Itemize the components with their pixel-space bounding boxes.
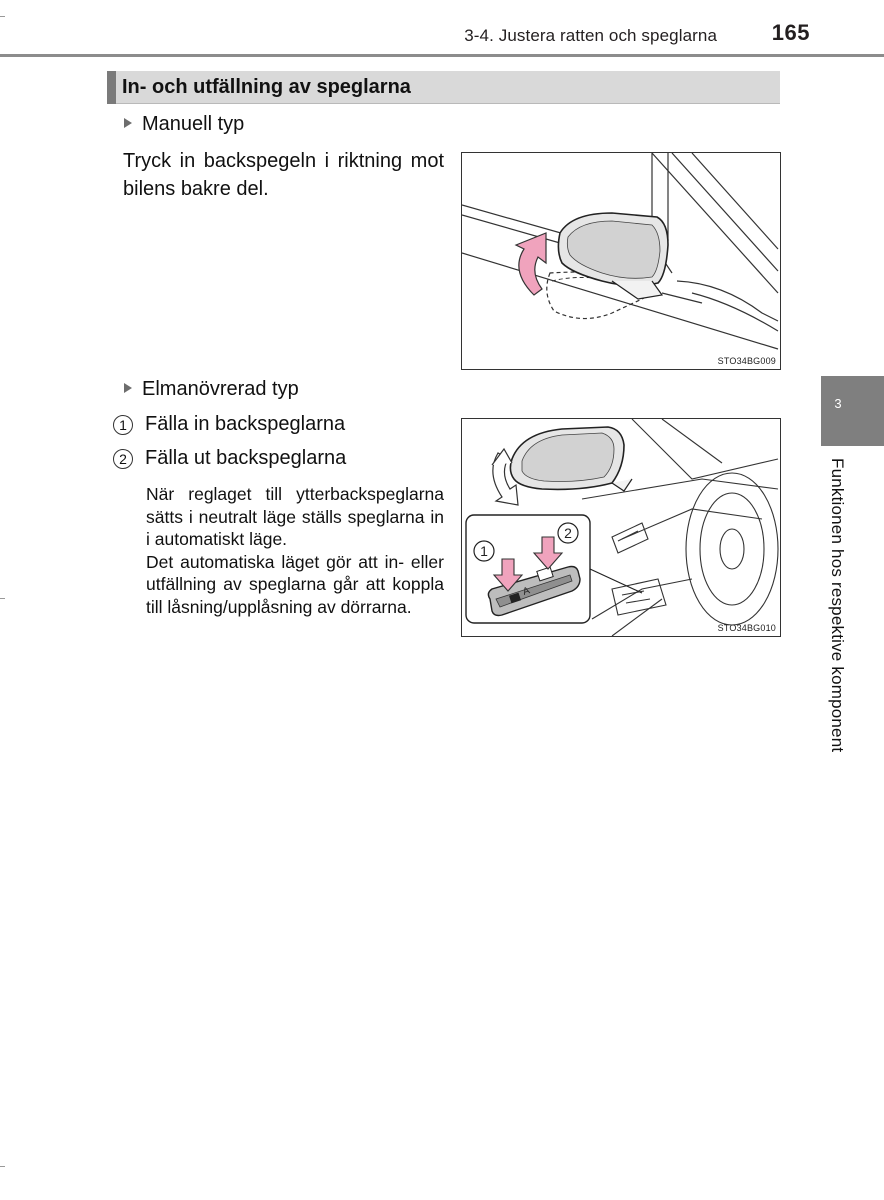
- triangle-bullet-icon: [124, 383, 132, 393]
- page-number: 165: [771, 20, 810, 45]
- callout-1: 1: [480, 543, 488, 559]
- section-title: In- och utfällning av speglarna: [122, 76, 411, 98]
- edge-mark: [0, 1166, 5, 1167]
- chapter-number: 3: [834, 396, 842, 411]
- header-rule: [0, 54, 884, 57]
- figure-code: STO34BG010: [717, 623, 776, 633]
- manual-type-label: Manuell typ: [142, 113, 245, 135]
- note-paragraph: Det automatiska läget gör att in- eller utfällning av speglarna går att koppla till låsning/upplåsning av dörrarna.: [146, 551, 444, 617]
- circled-number: 2: [113, 449, 133, 469]
- list-item-label: Fälla ut backspeglarna: [145, 447, 347, 469]
- section-heading-accent: [107, 71, 116, 104]
- list-item: [113, 413, 345, 436]
- manual-mirror-illustration: [462, 153, 780, 369]
- chapter-side-title: Funktionen hos respektive komponent: [828, 458, 847, 753]
- circled-number: 1: [113, 415, 133, 435]
- electric-type-heading: [124, 378, 299, 401]
- triangle-bullet-icon: [124, 118, 132, 128]
- running-header: 3-4. Justera ratten och speglarna: [464, 26, 717, 45]
- chapter-tab: [821, 376, 884, 446]
- manual-type-text: Tryck in backspegeln i riktning mot bilens bakre del.: [123, 150, 444, 200]
- edge-mark: [0, 598, 5, 599]
- figure-code: STO34BG009: [717, 356, 776, 366]
- manual-type-heading: [124, 113, 244, 136]
- figure-electric-switch: [461, 418, 781, 637]
- edge-mark: [0, 16, 5, 17]
- list-item-label: Fälla in backspeglarna: [145, 413, 346, 435]
- electric-switch-illustration: [462, 419, 780, 636]
- electric-type-label: Elmanövrerad typ: [142, 378, 299, 400]
- list-item: [113, 447, 346, 470]
- note-text: [146, 483, 444, 618]
- switch-letter: A: [521, 585, 532, 598]
- figure-manual-mirror: [461, 152, 781, 370]
- note-paragraph: När reglaget till ytterbackspeglarna sätts i neutralt läge ställs speglarna in i automatiskt läge.: [146, 484, 444, 549]
- callout-2: 2: [564, 525, 572, 541]
- section-heading-bar: [107, 71, 780, 104]
